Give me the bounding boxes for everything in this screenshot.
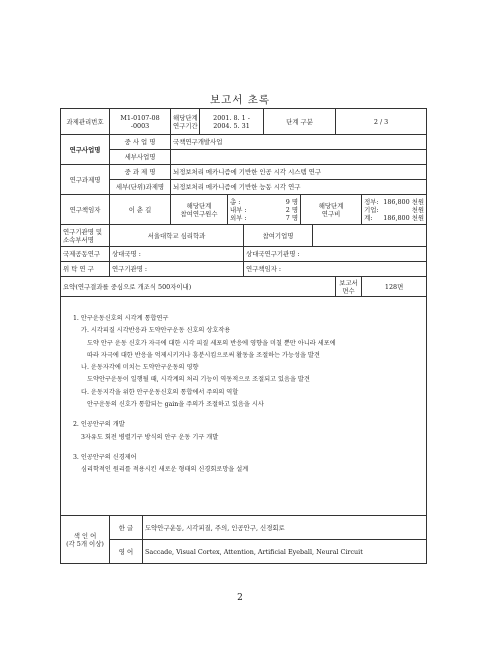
intl-inst-label: 상대국연구기관명 : xyxy=(244,247,427,262)
consign-leader-label: 연구책임자 : xyxy=(244,262,427,277)
keywords-label: 색 인 어 (각 5개 이상) xyxy=(61,516,110,564)
summary-line: 다. 운동지각을 위한 안구운동신호의 통합에서 주의의 역할 xyxy=(81,388,239,396)
summary-header-row xyxy=(61,277,427,297)
consign-row xyxy=(61,262,427,277)
program-sub-value xyxy=(171,150,427,165)
summary-line: 3자유도 회전 병렬기구 방식의 안구 운동 기구 개발 xyxy=(81,433,219,441)
institution-value: 서울대학교 심리학과 xyxy=(110,225,244,247)
program-sub-label: 세부사업명 xyxy=(110,150,171,165)
project-no-label: 과제관리번호 xyxy=(61,109,110,135)
project-main-value: 뇌정보처리 메카니즘에 기반한 인공 시각 시스템 연구 xyxy=(171,165,427,180)
summary-line: 도약안구운동이 일행될 때, 시각계의 처리 기능이 역동적으로 조절되고 있음을 발견 xyxy=(87,376,310,384)
program-row xyxy=(61,135,427,150)
summary-line: 가. 시각피질 시각반응과 도약안구운동 신호의 상호작용 xyxy=(81,327,231,335)
page-number: 2 xyxy=(237,593,243,603)
project-no-value: M1-0107-08 -0003 xyxy=(110,109,171,135)
keywords-en-value: Saccade, Visual Cortex, Attention, Artificial Eyeball, Neural Circuit xyxy=(143,540,427,564)
project-sub-label: 세부(단위)과제명 xyxy=(110,180,171,195)
report-form xyxy=(60,108,427,564)
leader-name: 이 춘 길 xyxy=(110,195,171,225)
summary-line: 1. 안구운동신호의 시각계 통합연구 xyxy=(73,315,169,322)
project-row xyxy=(61,165,427,180)
program-label: 연구사업명 xyxy=(61,135,110,165)
project-sub-value: 뇌정보처리 메카니즘에 기반한 능동 시각 연구 xyxy=(171,180,427,195)
keywords-en-row xyxy=(61,540,427,564)
pages-value: 128면 xyxy=(362,277,427,297)
report-title: 보고서 초록 xyxy=(209,94,271,106)
summary-line: 2. 인공안구의 개발 xyxy=(73,421,125,429)
member-count-label: 해당단계 참여연구원수 xyxy=(171,195,228,225)
summary-header-label: 요약(연구결과를 중심으로 개조식 500자이내) xyxy=(61,277,336,297)
summary-line: 따라 자극에 대한 반응을 억제시키거나 흥분시킴으로써 활동을 조절하는 가능성을 발견 xyxy=(87,351,320,359)
consign-inst-label: 연구기관명 : xyxy=(110,262,244,277)
keywords-en-label: 영 어 xyxy=(110,540,143,564)
summary-line: 안구운동의 신호가 통합되는 gain을 주의가 조절하고 있음을 시사 xyxy=(87,401,264,409)
program-sub-row xyxy=(61,150,427,165)
summary-line: 도약 안구 운동 신호가 자극에 대한 시각 피질 세포의 반응에 영향을 미칠 뿐만 아니라 세포에 xyxy=(87,339,336,347)
partner-value xyxy=(313,225,427,247)
researcher-row xyxy=(61,195,427,225)
stage-value: 2 / 3 xyxy=(336,109,427,135)
summary-line: 나. 운동자각에 미치는 도약안구운동의 영향 xyxy=(81,364,199,372)
member-counts: 총 : 9 명 내부 : 2 명 외부 : 7 명 xyxy=(228,195,301,225)
intl-label: 국제공동연구 xyxy=(61,247,110,262)
period-label: 해당단계 연구기간 xyxy=(171,109,200,135)
intl-row xyxy=(61,247,427,262)
program-main-value: 국책연구개발사업 xyxy=(171,135,427,150)
consign-label: 위 탁 연 구 xyxy=(61,262,110,277)
project-sub-row xyxy=(61,180,427,195)
budget-label: 해당단계 연구비 xyxy=(301,195,362,225)
summary-body-row xyxy=(61,297,427,516)
partner-label: 참여기업명 xyxy=(244,225,313,247)
period-value: 2001. 8. 1 - 2004. 5. 31 xyxy=(200,109,264,135)
stage-label: 단계 구분 xyxy=(264,109,336,135)
project-info-row xyxy=(61,109,427,135)
institution-row xyxy=(61,225,427,247)
pages-label: 보고서 면수 xyxy=(336,277,362,297)
summary-line: 3. 인공안구의 신경제어 xyxy=(73,453,137,461)
summary-line: 심리학적인 원리를 적용시킨 새로운 형태의 신경회로망을 설계 xyxy=(81,466,249,474)
project-main-label: 중 과 제 명 xyxy=(110,165,171,180)
leader-label: 연구책임자 xyxy=(61,195,110,225)
keywords-ko-row xyxy=(61,516,427,540)
budget-values: 정부: 186,800 천원 기업: 천원 계: 186,800 천원 xyxy=(362,195,427,225)
project-label: 연구과제명 xyxy=(61,165,110,195)
intl-country-label: 상대국명 : xyxy=(110,247,244,262)
program-main-label: 중 사 업 명 xyxy=(110,135,171,150)
institution-label: 연구기관명 및 소속부서명 xyxy=(61,225,110,247)
keywords-ko-value: 도약안구운동, 시각피질, 주의, 인공안구, 신경회로 xyxy=(143,516,427,540)
summary-body xyxy=(61,297,427,516)
keywords-ko-label: 한 글 xyxy=(110,516,143,540)
